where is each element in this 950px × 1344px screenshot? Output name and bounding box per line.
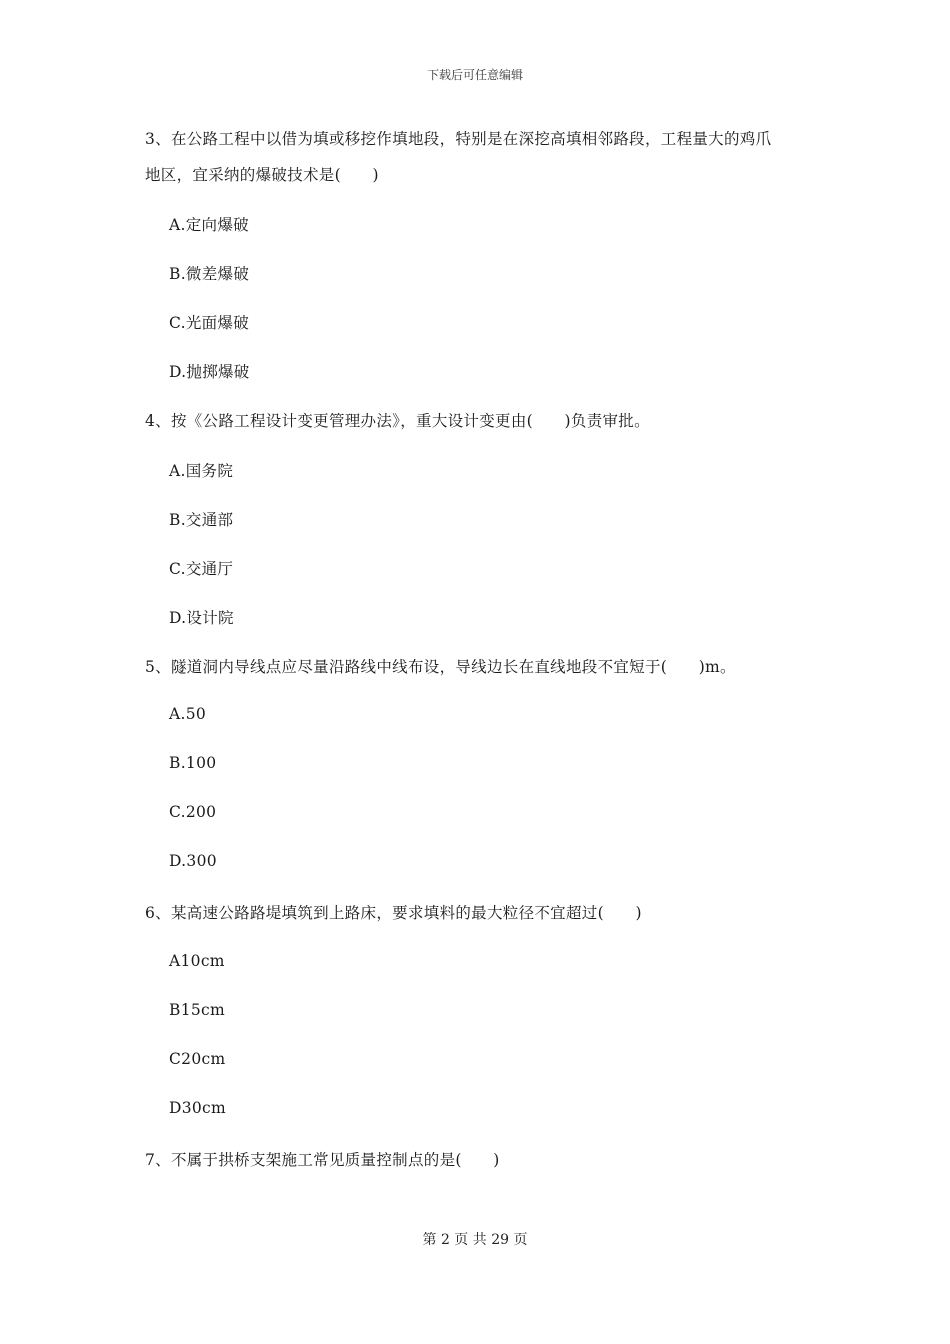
question-6-option-a: A10cm bbox=[169, 952, 225, 970]
question-6-line-1: 6、某高速公路路堤填筑到上路床，要求填料的最大粒径不宜超过( ) bbox=[145, 904, 642, 922]
question-6-option-b: B15cm bbox=[169, 1001, 225, 1019]
question-5-option-d: D.300 bbox=[169, 852, 217, 870]
page-footer: 第 2 页 共 29 页 bbox=[422, 1232, 528, 1248]
question-5-option-b: B.100 bbox=[169, 754, 217, 772]
question-3-option-b: B.微差爆破 bbox=[169, 265, 250, 283]
question-7-line-1: 7、不属于拱桥支架施工常见质量控制点的是( ) bbox=[145, 1151, 500, 1169]
question-4-line-1: 4、按《公路工程设计变更管理办法》，重大设计变更由( )负责审批。 bbox=[145, 412, 650, 430]
question-5-option-a: A.50 bbox=[169, 705, 207, 723]
question-3-option-c: C.光面爆破 bbox=[169, 314, 250, 332]
question-5-line-1: 5、隧道洞内导线点应尽量沿路线中线布设，导线边长在直线地段不宜短于( )m。 bbox=[145, 658, 736, 676]
question-4-option-a: A.国务院 bbox=[169, 462, 234, 480]
question-3-line-2: 地区，宜采纳的爆破技术是( ) bbox=[145, 166, 379, 184]
question-3-option-a: A.定向爆破 bbox=[169, 216, 249, 234]
question-4-option-b: B.交通部 bbox=[169, 511, 234, 529]
question-3-line-1: 3、在公路工程中以借为填或移挖作填地段，特别是在深挖高填相邻路段，工程量大的鸡爪 bbox=[145, 130, 772, 148]
page-header: 下载后可任意编辑 bbox=[426, 68, 523, 82]
question-3-option-d: D.抛掷爆破 bbox=[169, 363, 250, 381]
question-6-option-c: C20cm bbox=[169, 1050, 226, 1068]
question-6-option-d: D30cm bbox=[169, 1099, 227, 1117]
question-5-option-c: C.200 bbox=[169, 803, 217, 821]
question-4-option-c: C.交通厅 bbox=[169, 560, 234, 578]
question-4-option-d: D.设计院 bbox=[169, 609, 234, 627]
